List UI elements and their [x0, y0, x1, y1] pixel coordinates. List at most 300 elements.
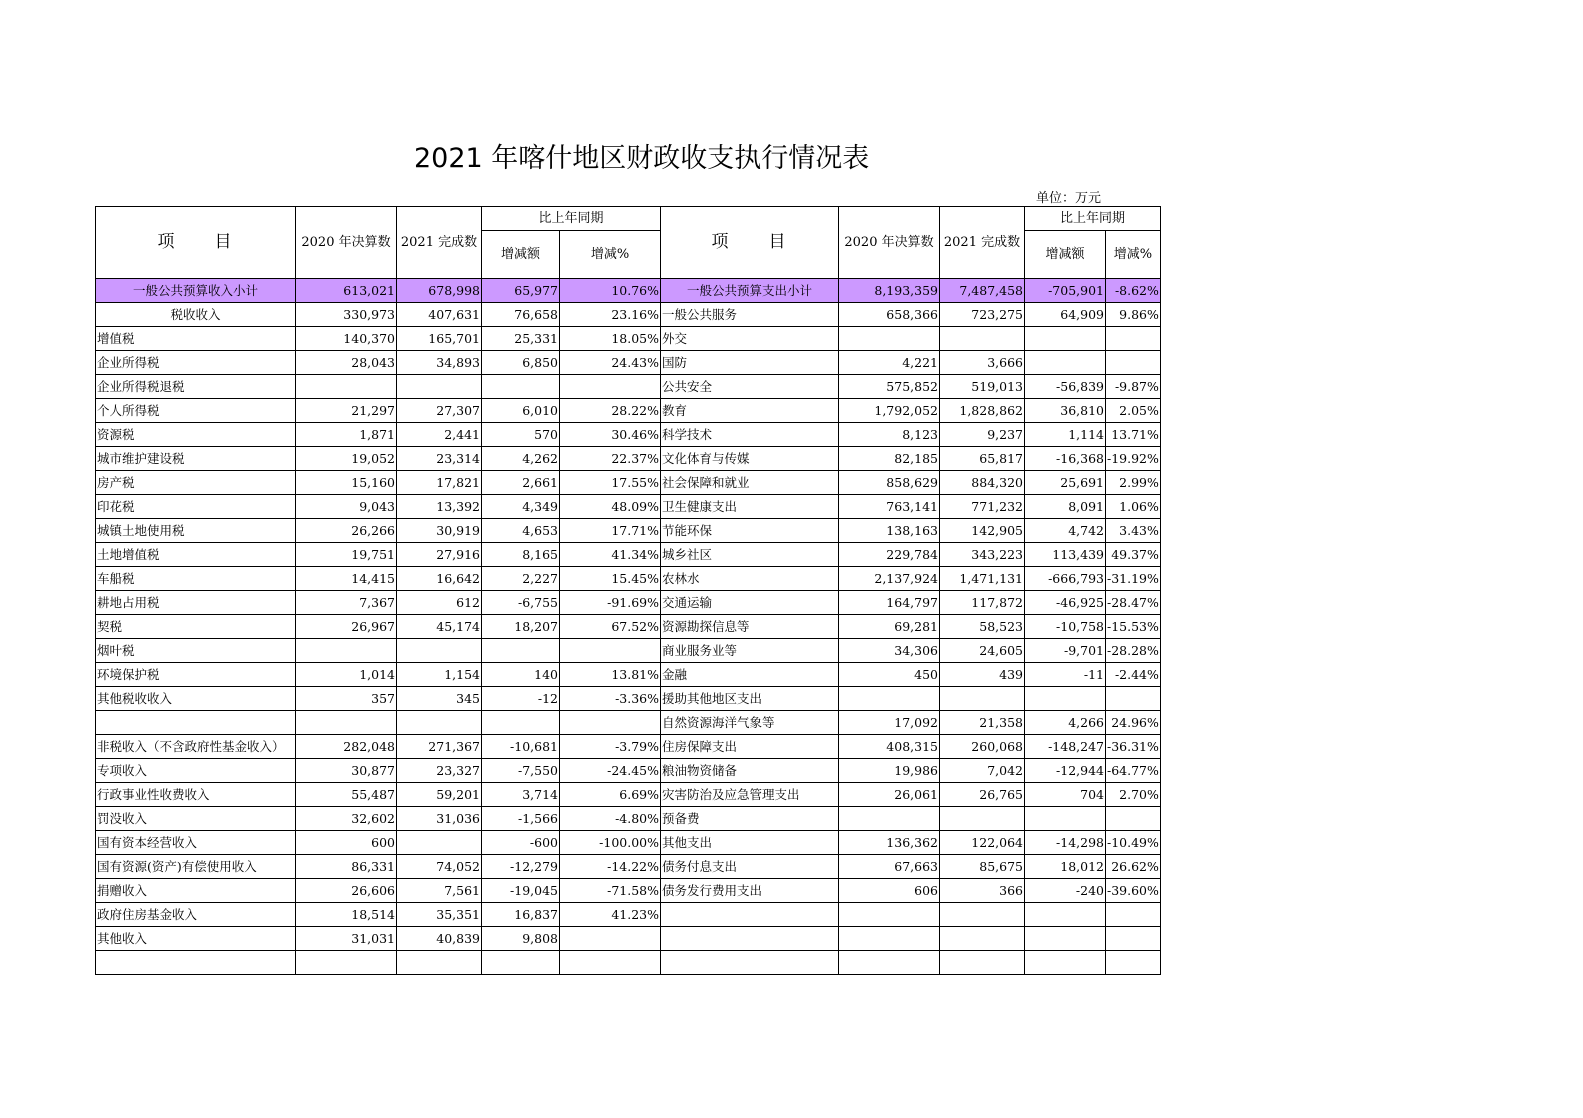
income-2021-cell: 59,201	[397, 783, 482, 807]
income-item-cell: 耕地占用税	[96, 591, 296, 615]
header-2021-income: 2021 完成数	[397, 207, 482, 279]
income-2021-cell	[397, 831, 482, 855]
table-row	[96, 735, 1161, 759]
expense-2020-cell: 858,629	[839, 471, 940, 495]
income-change-pct-cell: 41.23%	[560, 903, 661, 927]
expense-item-cell	[661, 927, 839, 951]
expense-change-amount-cell: 4,266	[1025, 711, 1106, 735]
table-row	[96, 303, 1161, 327]
expense-2020-cell: 1,792,052	[839, 399, 940, 423]
header-compare-expense: 比上年同期	[1025, 207, 1161, 231]
expense-2021-cell: 7,042	[940, 759, 1025, 783]
income-2021-cell: 13,392	[397, 495, 482, 519]
expense-change-pct-cell	[1106, 351, 1161, 375]
income-2020-cell: 1,014	[296, 663, 397, 687]
expense-change-pct-cell: 24.96%	[1106, 711, 1161, 735]
expense-2021-cell: 723,275	[940, 303, 1025, 327]
expense-item-cell: 农林水	[661, 567, 839, 591]
income-2020-cell: 282,048	[296, 735, 397, 759]
expense-item-cell: 资源勘探信息等	[661, 615, 839, 639]
expense-change-pct-cell: -39.60%	[1106, 879, 1161, 903]
income-change-pct-cell: -14.22%	[560, 855, 661, 879]
income-change-amount-cell	[482, 711, 560, 735]
expense-change-amount-cell	[1025, 903, 1106, 927]
expense-2021-cell	[940, 807, 1025, 831]
expense-change-amount-cell	[1025, 807, 1106, 831]
expense-2021-cell	[940, 903, 1025, 927]
page-title: 2021 年喀什地区财政收支执行情况表	[414, 143, 870, 174]
income-item-cell: 行政事业性收费收入	[96, 783, 296, 807]
expense-2020-cell: 67,663	[839, 855, 940, 879]
expense-change-pct-cell: -9.87%	[1106, 375, 1161, 399]
income-2020-cell: 86,331	[296, 855, 397, 879]
income-change-amount-cell: 8,165	[482, 543, 560, 567]
income-2020-cell: 26,967	[296, 615, 397, 639]
income-change-amount-cell: 65,977	[482, 279, 560, 303]
income-change-pct-cell	[560, 711, 661, 735]
income-change-amount-cell	[482, 951, 560, 975]
expense-item-cell: 公共安全	[661, 375, 839, 399]
income-2021-cell: 45,174	[397, 615, 482, 639]
expense-change-pct-cell: -2.44%	[1106, 663, 1161, 687]
expense-2020-cell: 229,784	[839, 543, 940, 567]
income-2020-cell: 15,160	[296, 471, 397, 495]
income-2020-cell: 26,606	[296, 879, 397, 903]
income-change-amount-cell: 76,658	[482, 303, 560, 327]
table-row	[96, 951, 1161, 975]
income-change-pct-cell	[560, 639, 661, 663]
income-change-amount-cell	[482, 375, 560, 399]
expense-2020-cell: 450	[839, 663, 940, 687]
expense-change-pct-cell	[1106, 927, 1161, 951]
header-change-pct-expense: 增减%	[1106, 231, 1161, 279]
income-2021-cell: 27,916	[397, 543, 482, 567]
table-row	[96, 591, 1161, 615]
expense-2020-cell: 26,061	[839, 783, 940, 807]
expense-2020-cell: 8,193,359	[839, 279, 940, 303]
expense-item-cell: 灾害防治及应急管理支出	[661, 783, 839, 807]
expense-change-amount-cell	[1025, 327, 1106, 351]
expense-change-pct-cell: -8.62%	[1106, 279, 1161, 303]
income-item-cell: 城镇土地使用税	[96, 519, 296, 543]
expense-item-cell: 城乡社区	[661, 543, 839, 567]
income-2021-cell: 35,351	[397, 903, 482, 927]
income-2021-cell: 34,893	[397, 351, 482, 375]
expense-2021-cell	[940, 951, 1025, 975]
expense-change-pct-cell: 2.05%	[1106, 399, 1161, 423]
income-item-cell: 非税收入（不含政府性基金收入）	[96, 735, 296, 759]
income-change-pct-cell: 15.45%	[560, 567, 661, 591]
expense-2020-cell: 658,366	[839, 303, 940, 327]
income-change-pct-cell	[560, 927, 661, 951]
income-change-amount-cell: -600	[482, 831, 560, 855]
income-item-cell: 个人所得税	[96, 399, 296, 423]
expense-item-cell: 金融	[661, 663, 839, 687]
income-2021-cell: 31,036	[397, 807, 482, 831]
table-row	[96, 447, 1161, 471]
table-row	[96, 567, 1161, 591]
expense-change-pct-cell	[1106, 951, 1161, 975]
expense-2020-cell: 606	[839, 879, 940, 903]
income-change-pct-cell: 17.55%	[560, 471, 661, 495]
expense-change-pct-cell	[1106, 807, 1161, 831]
table-row	[96, 759, 1161, 783]
expense-2020-cell: 82,185	[839, 447, 940, 471]
income-change-pct-cell: 67.52%	[560, 615, 661, 639]
income-2021-cell: 165,701	[397, 327, 482, 351]
income-change-amount-cell: 6,850	[482, 351, 560, 375]
expense-change-amount-cell: -148,247	[1025, 735, 1106, 759]
income-2021-cell: 27,307	[397, 399, 482, 423]
expense-change-pct-cell: -31.19%	[1106, 567, 1161, 591]
income-2020-cell: 26,266	[296, 519, 397, 543]
expense-change-amount-cell: 36,810	[1025, 399, 1106, 423]
income-2021-cell: 7,561	[397, 879, 482, 903]
expense-item-cell: 债务发行费用支出	[661, 879, 839, 903]
header-item-expense: 项 目	[661, 207, 839, 279]
income-2020-cell: 55,487	[296, 783, 397, 807]
table-row	[96, 351, 1161, 375]
income-item-cell: 其他收入	[96, 927, 296, 951]
income-change-amount-cell: 9,808	[482, 927, 560, 951]
income-change-amount-cell: 3,714	[482, 783, 560, 807]
income-change-amount-cell: -12	[482, 687, 560, 711]
expense-item-cell: 商业服务业等	[661, 639, 839, 663]
expense-change-amount-cell: 18,012	[1025, 855, 1106, 879]
expense-2021-cell: 117,872	[940, 591, 1025, 615]
expense-change-pct-cell: 26.62%	[1106, 855, 1161, 879]
expense-change-amount-cell: 4,742	[1025, 519, 1106, 543]
expense-2021-cell	[940, 327, 1025, 351]
expense-change-amount-cell: -46,925	[1025, 591, 1106, 615]
table-row	[96, 327, 1161, 351]
expense-change-amount-cell: -11	[1025, 663, 1106, 687]
income-item-cell: 一般公共预算收入小计	[96, 279, 296, 303]
expense-2020-cell	[839, 903, 940, 927]
expense-change-amount-cell	[1025, 927, 1106, 951]
income-item-cell: 城市维护建设税	[96, 447, 296, 471]
income-change-amount-cell: 2,661	[482, 471, 560, 495]
expense-change-amount-cell	[1025, 951, 1106, 975]
expense-change-amount-cell: 64,909	[1025, 303, 1106, 327]
table-row	[96, 375, 1161, 399]
expense-2020-cell	[839, 927, 940, 951]
income-change-pct-cell: 10.76%	[560, 279, 661, 303]
expense-item-cell: 粮油物资储备	[661, 759, 839, 783]
finance-table	[95, 206, 1161, 975]
income-item-cell: 捐赠收入	[96, 879, 296, 903]
income-2020-cell: 21,297	[296, 399, 397, 423]
income-item-cell: 罚没收入	[96, 807, 296, 831]
table-row	[96, 903, 1161, 927]
expense-2020-cell: 575,852	[839, 375, 940, 399]
income-change-pct-cell: 24.43%	[560, 351, 661, 375]
header-2021-expense: 2021 完成数	[940, 207, 1025, 279]
expense-2021-cell: 884,320	[940, 471, 1025, 495]
income-change-amount-cell: 16,837	[482, 903, 560, 927]
expense-change-pct-cell: 1.06%	[1106, 495, 1161, 519]
income-item-cell: 国有资源(资产)有偿使用收入	[96, 855, 296, 879]
income-2020-cell: 19,751	[296, 543, 397, 567]
income-2020-cell: 30,877	[296, 759, 397, 783]
expense-change-pct-cell: 2.99%	[1106, 471, 1161, 495]
income-2021-cell: 40,839	[397, 927, 482, 951]
header-change-pct-income: 增减%	[560, 231, 661, 279]
income-change-pct-cell: 13.81%	[560, 663, 661, 687]
income-2021-cell	[397, 951, 482, 975]
income-2021-cell	[397, 711, 482, 735]
expense-2021-cell: 519,013	[940, 375, 1025, 399]
expense-item-cell: 卫生健康支出	[661, 495, 839, 519]
income-change-pct-cell: 6.69%	[560, 783, 661, 807]
income-item-cell: 其他税收收入	[96, 687, 296, 711]
income-2020-cell: 330,973	[296, 303, 397, 327]
expense-2021-cell: 122,064	[940, 831, 1025, 855]
income-2021-cell: 407,631	[397, 303, 482, 327]
expense-item-cell: 科学技术	[661, 423, 839, 447]
income-2021-cell: 23,327	[397, 759, 482, 783]
header-item-income: 项 目	[96, 207, 296, 279]
table-row	[96, 615, 1161, 639]
income-item-cell: 房产税	[96, 471, 296, 495]
expense-2021-cell: 142,905	[940, 519, 1025, 543]
income-item-cell: 企业所得税	[96, 351, 296, 375]
income-item-cell: 车船税	[96, 567, 296, 591]
expense-2021-cell: 439	[940, 663, 1025, 687]
income-change-pct-cell: 17.71%	[560, 519, 661, 543]
expense-2020-cell: 138,163	[839, 519, 940, 543]
income-change-amount-cell: 18,207	[482, 615, 560, 639]
income-change-amount-cell: 4,262	[482, 447, 560, 471]
income-change-pct-cell: 18.05%	[560, 327, 661, 351]
income-change-pct-cell: -100.00%	[560, 831, 661, 855]
expense-change-pct-cell	[1106, 327, 1161, 351]
expense-2020-cell: 4,221	[839, 351, 940, 375]
expense-change-amount-cell	[1025, 687, 1106, 711]
income-2020-cell: 140,370	[296, 327, 397, 351]
income-2021-cell: 612	[397, 591, 482, 615]
income-change-pct-cell	[560, 951, 661, 975]
income-2021-cell: 2,441	[397, 423, 482, 447]
income-item-cell	[96, 711, 296, 735]
header-change-amount-expense: 增减额	[1025, 231, 1106, 279]
expense-item-cell: 国防	[661, 351, 839, 375]
expense-2020-cell: 164,797	[839, 591, 940, 615]
table-row	[96, 663, 1161, 687]
income-change-amount-cell: 2,227	[482, 567, 560, 591]
income-change-pct-cell: -4.80%	[560, 807, 661, 831]
income-change-pct-cell: 30.46%	[560, 423, 661, 447]
expense-change-pct-cell: 9.86%	[1106, 303, 1161, 327]
expense-2020-cell: 136,362	[839, 831, 940, 855]
income-2021-cell	[397, 639, 482, 663]
expense-change-pct-cell	[1106, 903, 1161, 927]
expense-change-amount-cell: -12,944	[1025, 759, 1106, 783]
table-row	[96, 783, 1161, 807]
table-row	[96, 639, 1161, 663]
expense-item-cell: 教育	[661, 399, 839, 423]
expense-change-amount-cell	[1025, 351, 1106, 375]
income-item-cell: 政府住房基金收入	[96, 903, 296, 927]
income-change-amount-cell: 25,331	[482, 327, 560, 351]
income-change-amount-cell: 570	[482, 423, 560, 447]
table-row	[96, 807, 1161, 831]
income-2021-cell: 16,642	[397, 567, 482, 591]
income-change-amount-cell: -10,681	[482, 735, 560, 759]
income-2020-cell: 613,021	[296, 279, 397, 303]
expense-2021-cell: 85,675	[940, 855, 1025, 879]
expense-change-amount-cell: -666,793	[1025, 567, 1106, 591]
income-2021-cell: 23,314	[397, 447, 482, 471]
table-row	[96, 927, 1161, 951]
table-row	[96, 687, 1161, 711]
expense-change-amount-cell: 704	[1025, 783, 1106, 807]
income-change-pct-cell: 28.22%	[560, 399, 661, 423]
expense-2021-cell: 9,237	[940, 423, 1025, 447]
expense-2020-cell: 408,315	[839, 735, 940, 759]
income-2021-cell	[397, 375, 482, 399]
expense-item-cell: 其他支出	[661, 831, 839, 855]
expense-2020-cell: 8,123	[839, 423, 940, 447]
table-row	[96, 543, 1161, 567]
expense-2020-cell: 17,092	[839, 711, 940, 735]
expense-change-amount-cell: -9,701	[1025, 639, 1106, 663]
income-item-cell: 资源税	[96, 423, 296, 447]
table-row	[96, 831, 1161, 855]
income-2020-cell: 1,871	[296, 423, 397, 447]
table-row	[96, 423, 1161, 447]
expense-2020-cell	[839, 327, 940, 351]
header-2020-expense: 2020 年决算数	[839, 207, 940, 279]
income-2020-cell	[296, 711, 397, 735]
expense-change-amount-cell: 113,439	[1025, 543, 1106, 567]
expense-change-amount-cell: 8,091	[1025, 495, 1106, 519]
expense-change-pct-cell: 13.71%	[1106, 423, 1161, 447]
income-change-amount-cell: -19,045	[482, 879, 560, 903]
income-2021-cell: 74,052	[397, 855, 482, 879]
expense-2020-cell: 19,986	[839, 759, 940, 783]
table-row	[96, 855, 1161, 879]
table-row	[96, 471, 1161, 495]
income-2020-cell: 9,043	[296, 495, 397, 519]
income-item-cell: 增值税	[96, 327, 296, 351]
expense-2021-cell: 771,232	[940, 495, 1025, 519]
expense-change-amount-cell: -10,758	[1025, 615, 1106, 639]
income-2020-cell: 357	[296, 687, 397, 711]
expense-item-cell: 援助其他地区支出	[661, 687, 839, 711]
income-2021-cell: 1,154	[397, 663, 482, 687]
expense-item-cell: 节能环保	[661, 519, 839, 543]
expense-change-pct-cell: -64.77%	[1106, 759, 1161, 783]
income-item-cell: 契税	[96, 615, 296, 639]
income-2020-cell: 19,052	[296, 447, 397, 471]
income-item-cell: 国有资本经营收入	[96, 831, 296, 855]
unit-label: 单位：万元	[1036, 191, 1102, 206]
income-2020-cell: 31,031	[296, 927, 397, 951]
income-change-pct-cell: 41.34%	[560, 543, 661, 567]
expense-2021-cell: 260,068	[940, 735, 1025, 759]
table-row	[96, 495, 1161, 519]
expense-change-pct-cell: -19.92%	[1106, 447, 1161, 471]
expense-2020-cell: 2,137,924	[839, 567, 940, 591]
table-row	[96, 399, 1161, 423]
expense-2020-cell: 34,306	[839, 639, 940, 663]
income-change-amount-cell: -12,279	[482, 855, 560, 879]
income-item-cell: 专项收入	[96, 759, 296, 783]
table-row	[96, 279, 1161, 303]
header-2020-income: 2020 年决算数	[296, 207, 397, 279]
expense-item-cell: 住房保障支出	[661, 735, 839, 759]
income-item-cell: 企业所得税退税	[96, 375, 296, 399]
expense-change-pct-cell: 3.43%	[1106, 519, 1161, 543]
expense-2021-cell	[940, 687, 1025, 711]
expense-change-amount-cell: -14,298	[1025, 831, 1106, 855]
income-change-amount-cell: 6,010	[482, 399, 560, 423]
expense-item-cell: 一般公共服务	[661, 303, 839, 327]
expense-2021-cell: 65,817	[940, 447, 1025, 471]
income-item-cell: 土地增值税	[96, 543, 296, 567]
expense-item-cell: 预备费	[661, 807, 839, 831]
income-2020-cell: 7,367	[296, 591, 397, 615]
expense-change-pct-cell: 49.37%	[1106, 543, 1161, 567]
income-2021-cell: 30,919	[397, 519, 482, 543]
income-2020-cell: 14,415	[296, 567, 397, 591]
income-change-pct-cell: -24.45%	[560, 759, 661, 783]
income-2021-cell: 678,998	[397, 279, 482, 303]
income-change-pct-cell: 48.09%	[560, 495, 661, 519]
expense-change-amount-cell: -16,368	[1025, 447, 1106, 471]
expense-change-pct-cell: -15.53%	[1106, 615, 1161, 639]
expense-item-cell	[661, 951, 839, 975]
income-2021-cell: 17,821	[397, 471, 482, 495]
income-item-cell: 环境保护税	[96, 663, 296, 687]
income-change-amount-cell: -7,550	[482, 759, 560, 783]
expense-change-pct-cell: -36.31%	[1106, 735, 1161, 759]
expense-change-amount-cell: 25,691	[1025, 471, 1106, 495]
table-row	[96, 711, 1161, 735]
income-2020-cell: 600	[296, 831, 397, 855]
expense-change-amount-cell: 1,114	[1025, 423, 1106, 447]
expense-2020-cell: 763,141	[839, 495, 940, 519]
expense-2021-cell: 24,605	[940, 639, 1025, 663]
income-change-pct-cell: 22.37%	[560, 447, 661, 471]
income-2020-cell: 28,043	[296, 351, 397, 375]
income-2021-cell: 271,367	[397, 735, 482, 759]
expense-change-pct-cell: -28.28%	[1106, 639, 1161, 663]
income-2020-cell	[296, 375, 397, 399]
expense-item-cell: 外交	[661, 327, 839, 351]
expense-change-amount-cell: -56,839	[1025, 375, 1106, 399]
income-change-pct-cell: -71.58%	[560, 879, 661, 903]
expense-item-cell	[661, 903, 839, 927]
expense-2021-cell: 58,523	[940, 615, 1025, 639]
income-change-amount-cell: 4,349	[482, 495, 560, 519]
expense-change-pct-cell: -28.47%	[1106, 591, 1161, 615]
income-item-cell: 印花税	[96, 495, 296, 519]
header-change-amount-income: 增减额	[482, 231, 560, 279]
income-item-cell	[96, 951, 296, 975]
income-change-amount-cell: -1,566	[482, 807, 560, 831]
expense-item-cell: 债务付息支出	[661, 855, 839, 879]
income-change-pct-cell: -3.79%	[560, 735, 661, 759]
expense-2021-cell: 21,358	[940, 711, 1025, 735]
income-change-pct-cell	[560, 375, 661, 399]
expense-item-cell: 社会保障和就业	[661, 471, 839, 495]
expense-item-cell: 一般公共预算支出小计	[661, 279, 839, 303]
expense-2021-cell: 1,471,131	[940, 567, 1025, 591]
expense-2021-cell: 343,223	[940, 543, 1025, 567]
expense-change-amount-cell: -705,901	[1025, 279, 1106, 303]
